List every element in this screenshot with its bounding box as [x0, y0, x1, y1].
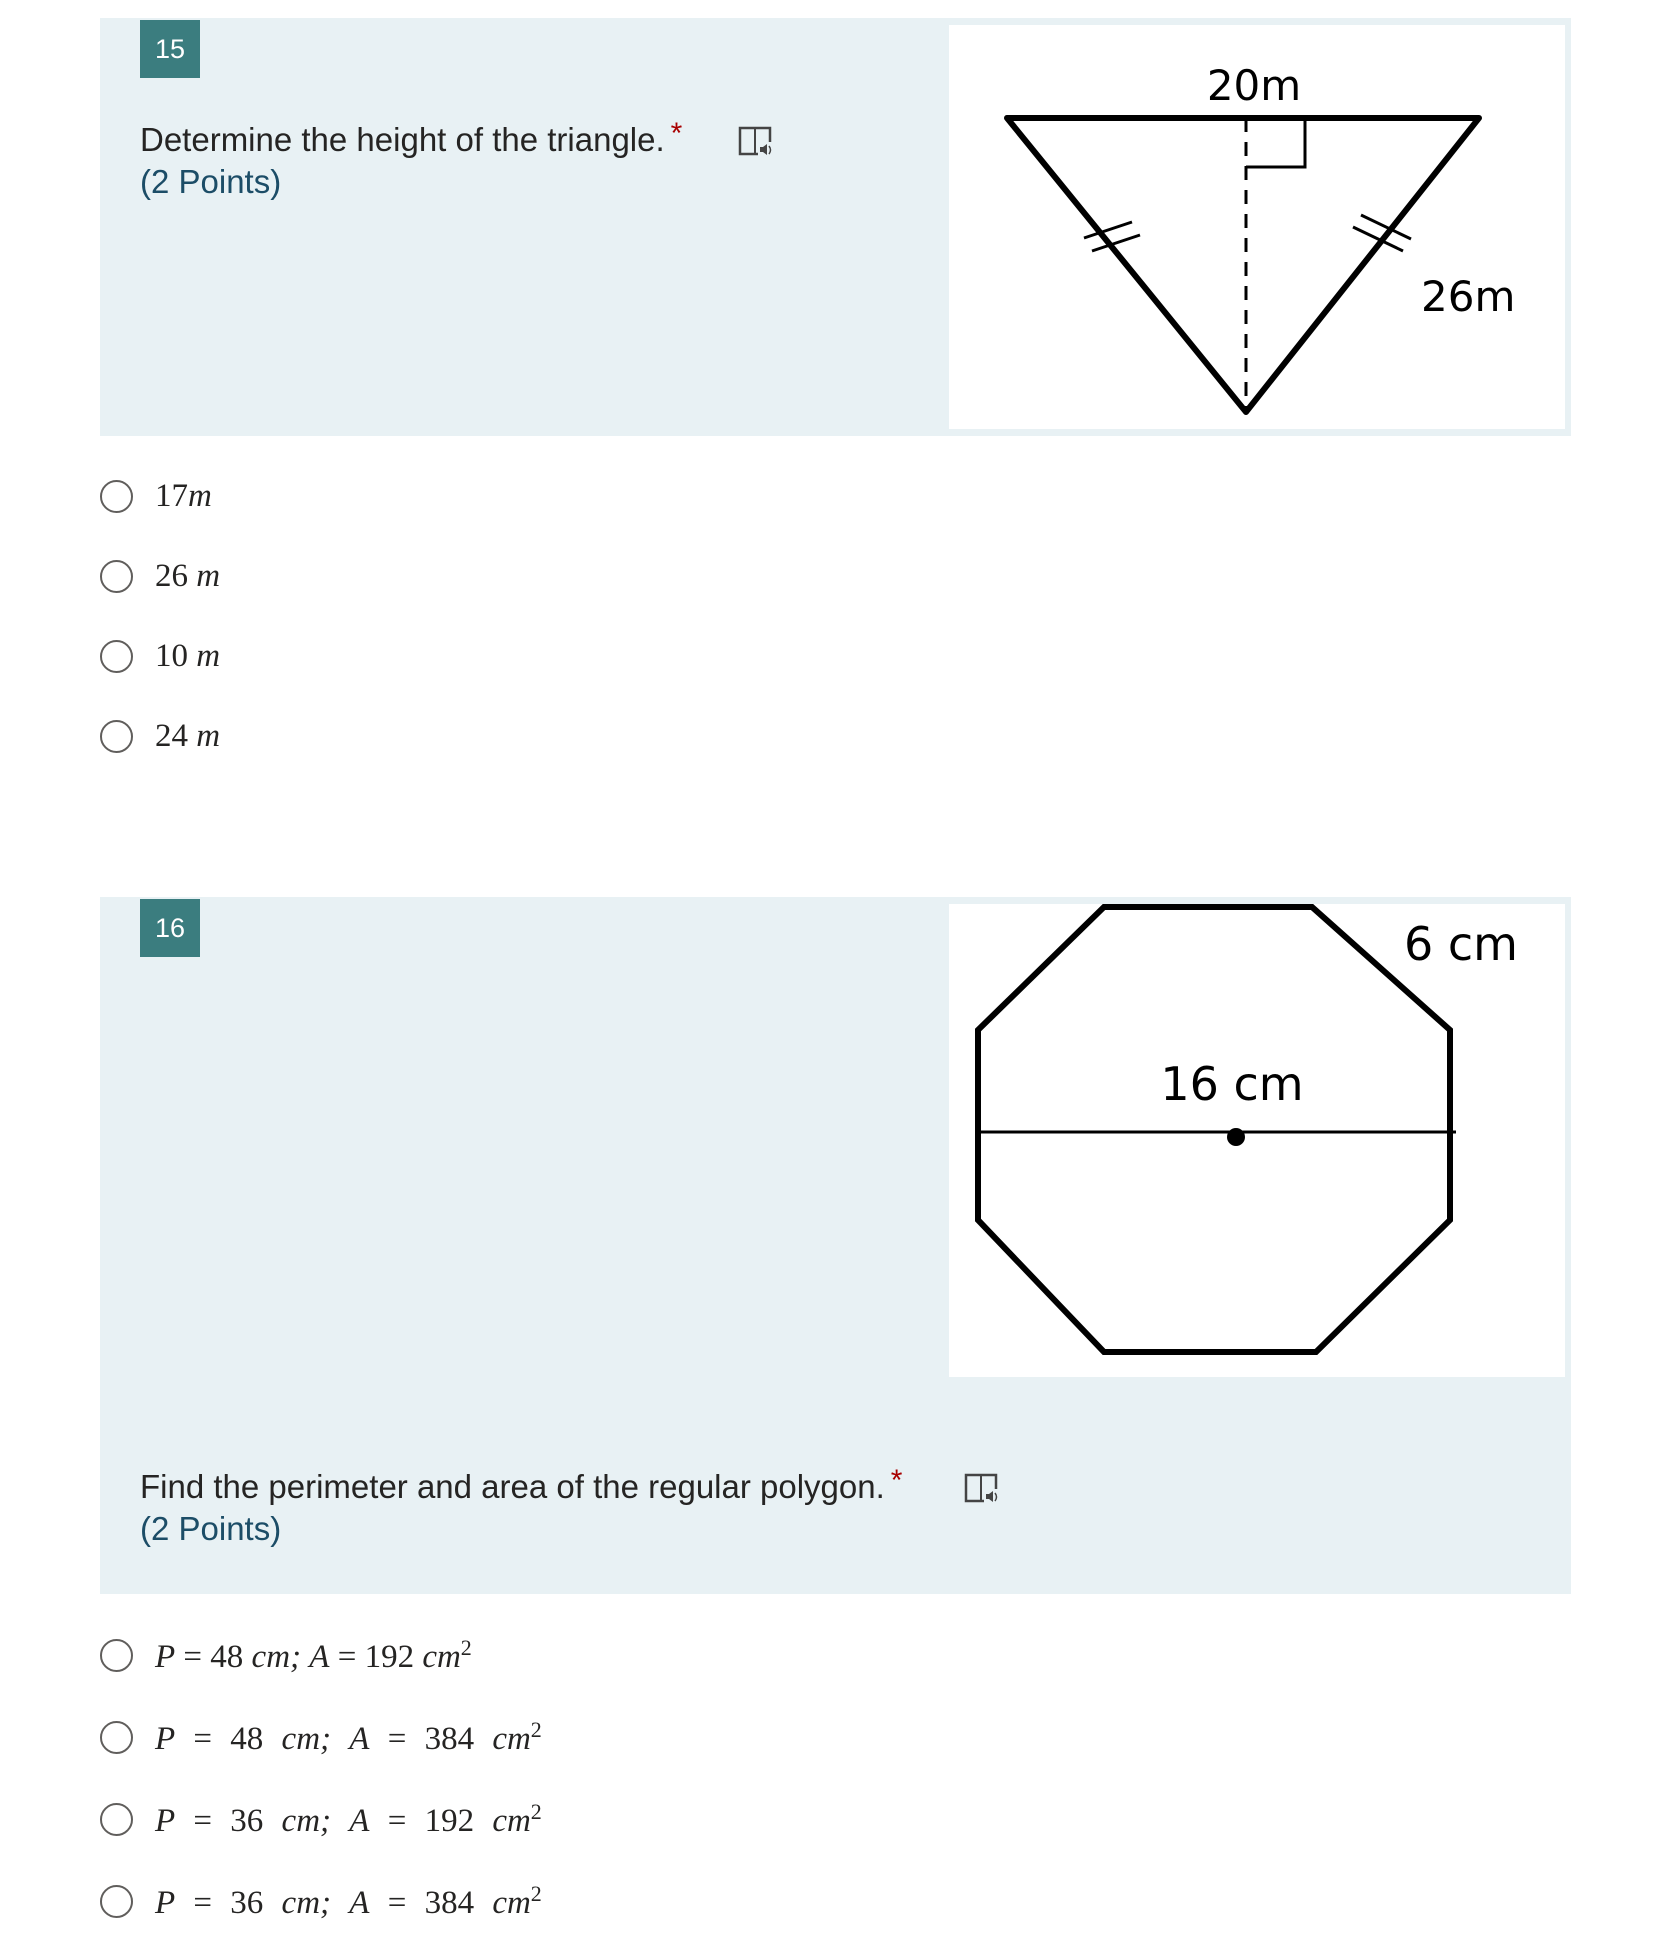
- octagon-shape: [978, 907, 1450, 1352]
- option-label: P = 48 cm; A = 384 $cm^2$: [155, 1716, 542, 1757]
- question-title: [140, 118, 682, 164]
- required-marker: *: [890, 1464, 903, 1497]
- question-text: Determine the height of the triangle.: [140, 121, 665, 158]
- triangle-shape: [1007, 118, 1479, 412]
- immersive-reader-icon[interactable]: [738, 126, 776, 160]
- radio-button[interactable]: [100, 560, 133, 593]
- answer-option[interactable]: [100, 1630, 472, 1680]
- center-point: [1227, 1128, 1245, 1146]
- question-16-card: [100, 897, 1571, 1594]
- label-slant-side: 26m: [1421, 272, 1516, 321]
- radio-button[interactable]: [100, 1803, 133, 1836]
- octagon-diagram: [949, 904, 1565, 1377]
- option-label: P = 36 cm; A = 192 $cm^2$: [155, 1798, 542, 1839]
- question-points: (2 Points): [140, 1510, 282, 1547]
- question-15-card: [100, 18, 1571, 436]
- question-number-badge: 15: [140, 20, 200, 78]
- radio-button[interactable]: [100, 1885, 133, 1918]
- triangle-diagram: [949, 25, 1565, 429]
- required-marker: *: [670, 117, 683, 150]
- question-text: Find the perimeter and area of the regular polygon.: [140, 1468, 885, 1505]
- answer-option[interactable]: [100, 1876, 542, 1926]
- answer-option[interactable]: [100, 1712, 542, 1762]
- right-angle-marker: [1246, 118, 1305, 167]
- option-label: 26 m: [155, 557, 221, 594]
- radio-button[interactable]: [100, 1721, 133, 1754]
- immersive-reader-icon[interactable]: [964, 1473, 1002, 1507]
- option-label: P = 48 cm; A = 192 $cm^2$: [155, 1634, 472, 1675]
- answer-option[interactable]: [100, 551, 220, 601]
- option-label: P = 36 cm; A = 384 $cm^2$: [155, 1880, 542, 1921]
- option-label: 24 m: [155, 717, 221, 754]
- octagon-figure: [949, 904, 1565, 1377]
- question-number-badge: 16: [140, 899, 200, 957]
- question-title: [140, 1465, 902, 1511]
- answer-option[interactable]: [100, 711, 220, 761]
- answer-option[interactable]: [100, 471, 212, 521]
- option-label: 10 m: [155, 637, 221, 674]
- label-side-length: 6 cm: [1404, 917, 1518, 971]
- radio-button[interactable]: [100, 640, 133, 673]
- triangle-figure: [949, 25, 1565, 429]
- label-top-side: 20m: [1206, 61, 1302, 110]
- option-label: 17m: [155, 477, 212, 514]
- radio-button[interactable]: [100, 480, 133, 513]
- question-points: (2 Points): [140, 163, 282, 200]
- label-diameter: 16 cm: [1160, 1057, 1304, 1111]
- answer-option[interactable]: [100, 1794, 542, 1844]
- answer-option[interactable]: [100, 631, 220, 681]
- radio-button[interactable]: [100, 720, 133, 753]
- radio-button[interactable]: [100, 1639, 133, 1672]
